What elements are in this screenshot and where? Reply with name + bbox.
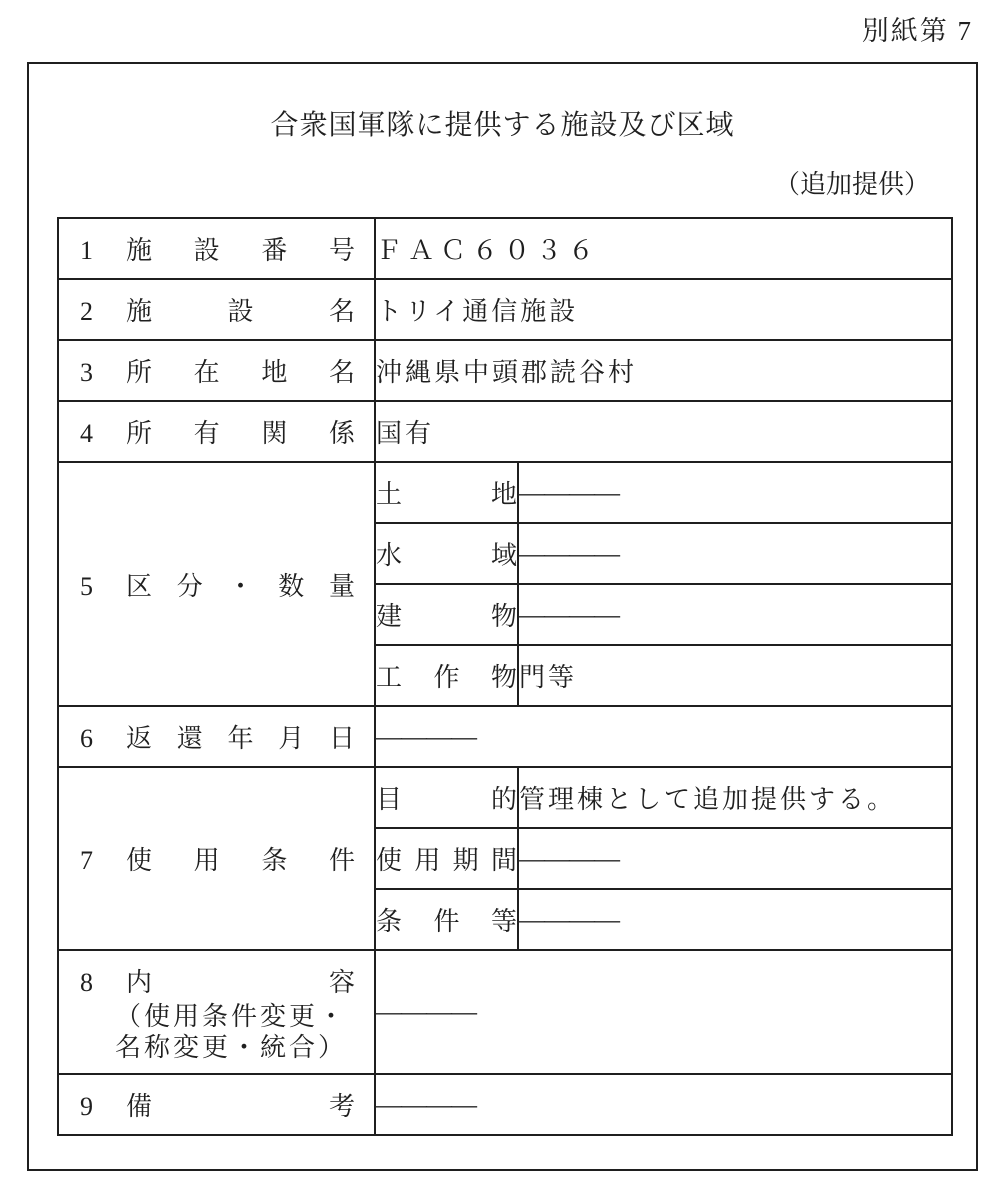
item-label-cell — [58, 950, 375, 1074]
item-number: 2 — [80, 297, 93, 326]
table-row — [58, 767, 952, 828]
item-label: 返還年月日 — [126, 724, 355, 753]
item-number: 5 — [80, 571, 93, 601]
empty-dash-value: ———— — [376, 997, 476, 1026]
sub-value: 管理棟として追加提供する。 — [519, 785, 897, 814]
item-number: 1 — [80, 236, 93, 265]
item-label: 区分・数量 — [126, 571, 355, 601]
sub-label-cell — [375, 828, 518, 889]
item-value-cell — [375, 706, 952, 767]
sub-label: 水域 — [376, 541, 517, 570]
item-value-cell — [375, 218, 952, 279]
item-label-cell — [58, 767, 375, 950]
item-label: 内容 — [126, 967, 355, 997]
sub-label-cell — [375, 462, 518, 523]
item-value-cell — [375, 340, 952, 401]
item-value-cell — [375, 401, 952, 462]
table-row — [58, 1074, 952, 1135]
empty-dash-value: ———— — [519, 599, 619, 629]
table-row — [58, 218, 952, 279]
table-row — [58, 279, 952, 340]
empty-dash-value: ———— — [519, 477, 619, 507]
empty-dash-value: ———— — [519, 904, 619, 934]
sub-label: 条件等 — [376, 907, 517, 936]
sub-label-cell — [375, 767, 518, 828]
table-row — [58, 706, 952, 767]
table-row — [58, 340, 952, 401]
item-value: 沖縄県中頭郡読谷村 — [376, 358, 638, 387]
item-label-cell — [58, 706, 375, 767]
sub-label-cell — [375, 523, 518, 584]
item-number: 4 — [80, 419, 93, 448]
item-value: ＦＡＣ６０３６ — [376, 236, 601, 265]
document-sheet — [27, 62, 978, 1171]
item-number: 9 — [80, 1092, 93, 1121]
sub-value-cell — [518, 828, 952, 889]
item-label: 使用条件 — [126, 846, 355, 875]
empty-dash-value: ———— — [519, 538, 619, 568]
empty-dash-value: ———— — [519, 843, 619, 873]
facility-table — [57, 217, 953, 1136]
sub-label: 土地 — [376, 480, 517, 509]
sub-label: 目的 — [376, 785, 517, 814]
item-label-cell — [58, 279, 375, 340]
sub-label: 建物 — [376, 602, 517, 631]
item-label-note — [59, 1001, 374, 1063]
item-value: 国有 — [376, 419, 435, 448]
sub-value-cell — [518, 767, 952, 828]
sub-value-cell — [518, 462, 952, 523]
item-value-cell — [375, 1074, 952, 1135]
item-label-cell — [58, 1074, 375, 1135]
item-label: 所有関係 — [126, 419, 355, 448]
item-label-note-line: （使用条件変更・ — [115, 1001, 348, 1031]
item-value-cell — [375, 950, 952, 1074]
item-label: 所在地名 — [126, 358, 355, 387]
sub-label-cell — [375, 889, 518, 950]
sub-value-cell — [518, 584, 952, 645]
sub-value-cell — [518, 523, 952, 584]
sub-label-cell — [375, 584, 518, 645]
sub-label: 工作物 — [376, 663, 517, 692]
page-title: 合衆国軍隊に提供する施設及び区域 — [270, 110, 735, 141]
item-label-cell — [58, 462, 375, 706]
item-label: 備考 — [126, 1092, 355, 1121]
item-number: 8 — [80, 967, 93, 997]
attachment-label: 別紙第 7 — [861, 16, 973, 46]
empty-dash-value: ———— — [376, 721, 476, 751]
sub-label-cell — [375, 645, 518, 706]
item-number: 3 — [80, 358, 93, 387]
empty-dash-value: ———— — [376, 1089, 476, 1119]
item-label-note-line: 名称変更・統合） — [115, 1032, 348, 1062]
item-label-cell — [58, 218, 375, 279]
item-number: 7 — [80, 846, 93, 875]
item-value: トリイ通信施設 — [376, 297, 579, 326]
item-label: 施設番号 — [126, 236, 355, 265]
sub-value-cell — [518, 889, 952, 950]
table-row — [58, 950, 952, 1074]
sub-value: 門等 — [519, 663, 578, 692]
item-label-cell — [58, 401, 375, 462]
item-label-cell — [58, 340, 375, 401]
sub-label: 使用期間 — [376, 846, 517, 875]
provision-type-label: （追加提供） — [773, 170, 930, 199]
sub-value-cell — [518, 645, 952, 706]
item-value-cell — [375, 279, 952, 340]
item-number: 6 — [80, 724, 93, 753]
table-row — [58, 401, 952, 462]
table-row — [58, 462, 952, 523]
item-label: 施設名 — [126, 297, 355, 326]
